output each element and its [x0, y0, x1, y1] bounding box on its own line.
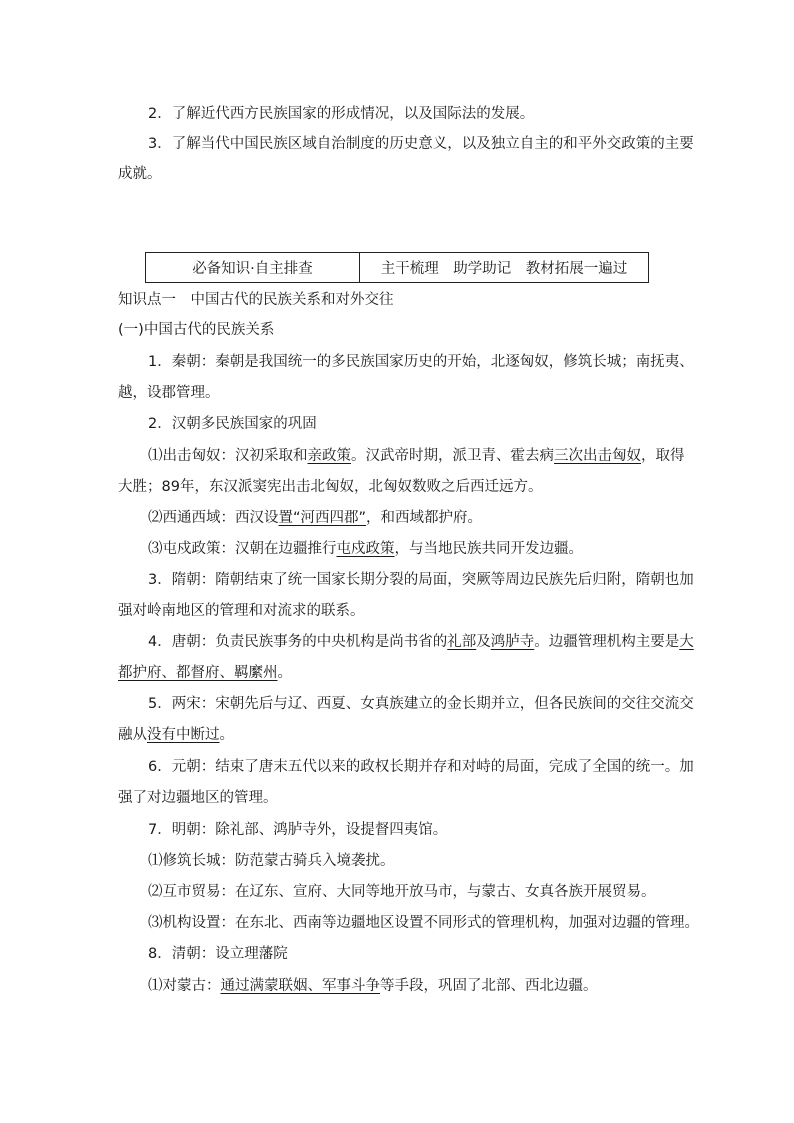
objective-2: 2．了解近代西方民族国家的形成情况，以及国际法的发展。: [148, 106, 535, 122]
han-title: 2．汉朝多民族国家的巩固: [148, 416, 317, 432]
text: ⑵西通西域：西汉设: [148, 510, 279, 526]
text: 融从: [118, 727, 147, 743]
section-subheading: (一)中国古代的民族关系: [118, 322, 275, 338]
text: ⑶屯戍政策：汉朝在边疆推行: [148, 541, 337, 557]
han-item-1-line-2: 大胜；89年，东汉派窦宪出击北匈奴，北匈奴数败之后西迁远方。: [118, 479, 543, 495]
yuan-line-2: 强了对边疆地区的管理。: [118, 790, 278, 806]
objective-3: 3．了解当代中国民族区域自治制度的历史意义，以及独立自主的和平外交政策的主要: [148, 136, 694, 152]
text: 。边疆管理机构主要是: [534, 634, 680, 650]
qing-title: 8．清朝：设立理藩院: [148, 946, 288, 962]
qing-item-1: [148, 976, 708, 996]
underlined-answer: 置“河西四郡”: [278, 510, 367, 526]
han-item-3: [148, 539, 708, 559]
ming-item-1: ⑴修筑长城：防范蒙古骑兵入境袭扰。: [148, 853, 395, 869]
qin-line-1: 1．秦朝：秦朝是我国统一的多民族国家历史的开始，北逐匈奴，修筑长城；南抚夷、: [148, 354, 694, 370]
objective-3-cont: 成就。: [118, 166, 162, 182]
yuan-line-1: 6．元朝：结束了唐末五代以来的政权长期并存和对峙的局面，完成了全国的统一。加: [148, 759, 694, 775]
text: ，取得: [641, 448, 685, 464]
qin-line-2: 越，设郡管理。: [118, 385, 220, 401]
text: 。: [219, 727, 234, 743]
underlined-answer: 通过满蒙联姻、军事斗争: [220, 978, 380, 994]
underlined-answer: 大: [679, 634, 694, 650]
sui-line-2: 强对岭南地区的管理和对流求的联系。: [118, 603, 365, 619]
ming-item-3: ⑶机构设置：在东北、西南等边疆地区设置不同形式的管理机构，加强对边疆的管理。: [148, 915, 699, 931]
underlined-answer: 亲政策: [307, 448, 351, 464]
tang-line-1: [148, 632, 708, 652]
banner-right: 主干梳理 助学助记 教材拓展一遍过: [380, 261, 628, 277]
text: ，和西域都护府。: [366, 510, 483, 526]
song-line-1: 5．两宋：宋朝先后与辽、西夏、女真族建立的金长期并立，但各民族间的交往交流交: [148, 696, 694, 712]
sui-line-1: 3．隋朝：隋朝结束了统一国家长期分裂的局面，突厥等周边民族先后归附，隋朝也加: [148, 572, 694, 588]
underlined-answer: 礼部: [447, 634, 477, 650]
text: 。汉武帝时期，派卫青、霍去病: [351, 448, 554, 464]
ming-item-2: ⑵互市贸易：在辽东、宣府、大同等地开放马市，与蒙古、女真各族开展贸易。: [148, 884, 656, 900]
text: ⑴对蒙古：: [148, 978, 221, 994]
underlined-answer: 三次出击匈奴: [554, 448, 641, 464]
underlined-answer: 鸿胪寺: [490, 634, 535, 650]
text: ，与当地民族共同开发边疆。: [394, 541, 583, 557]
han-item-2: [148, 508, 708, 528]
text: 。: [277, 665, 292, 681]
text: ⑴出击匈奴：汉初采取和: [148, 448, 308, 464]
ming-title: 7．明朝：除礼部、鸿胪寺外，设提督四夷馆。: [148, 822, 448, 838]
text: 4．唐朝：负责民族事务的中央机构是尚书省的: [148, 634, 448, 650]
underlined-answer: 没有中断过: [147, 727, 220, 743]
section-banner: [145, 252, 649, 283]
knowledge-point-heading: 知识点一 中国古代的民族关系和对外交往: [118, 292, 394, 308]
tang-line-2: [118, 663, 678, 683]
underlined-answer: 屯戍政策: [336, 541, 395, 557]
banner-left: 必备知识·自主排查: [146, 253, 360, 282]
text: 及: [476, 634, 491, 650]
text: 等手段，巩固了北部、西北边疆。: [380, 978, 598, 994]
underlined-answer: 都护府、都督府、羁縻州: [118, 665, 278, 681]
han-item-1-line-1: [148, 446, 708, 466]
song-line-2: [118, 725, 678, 745]
